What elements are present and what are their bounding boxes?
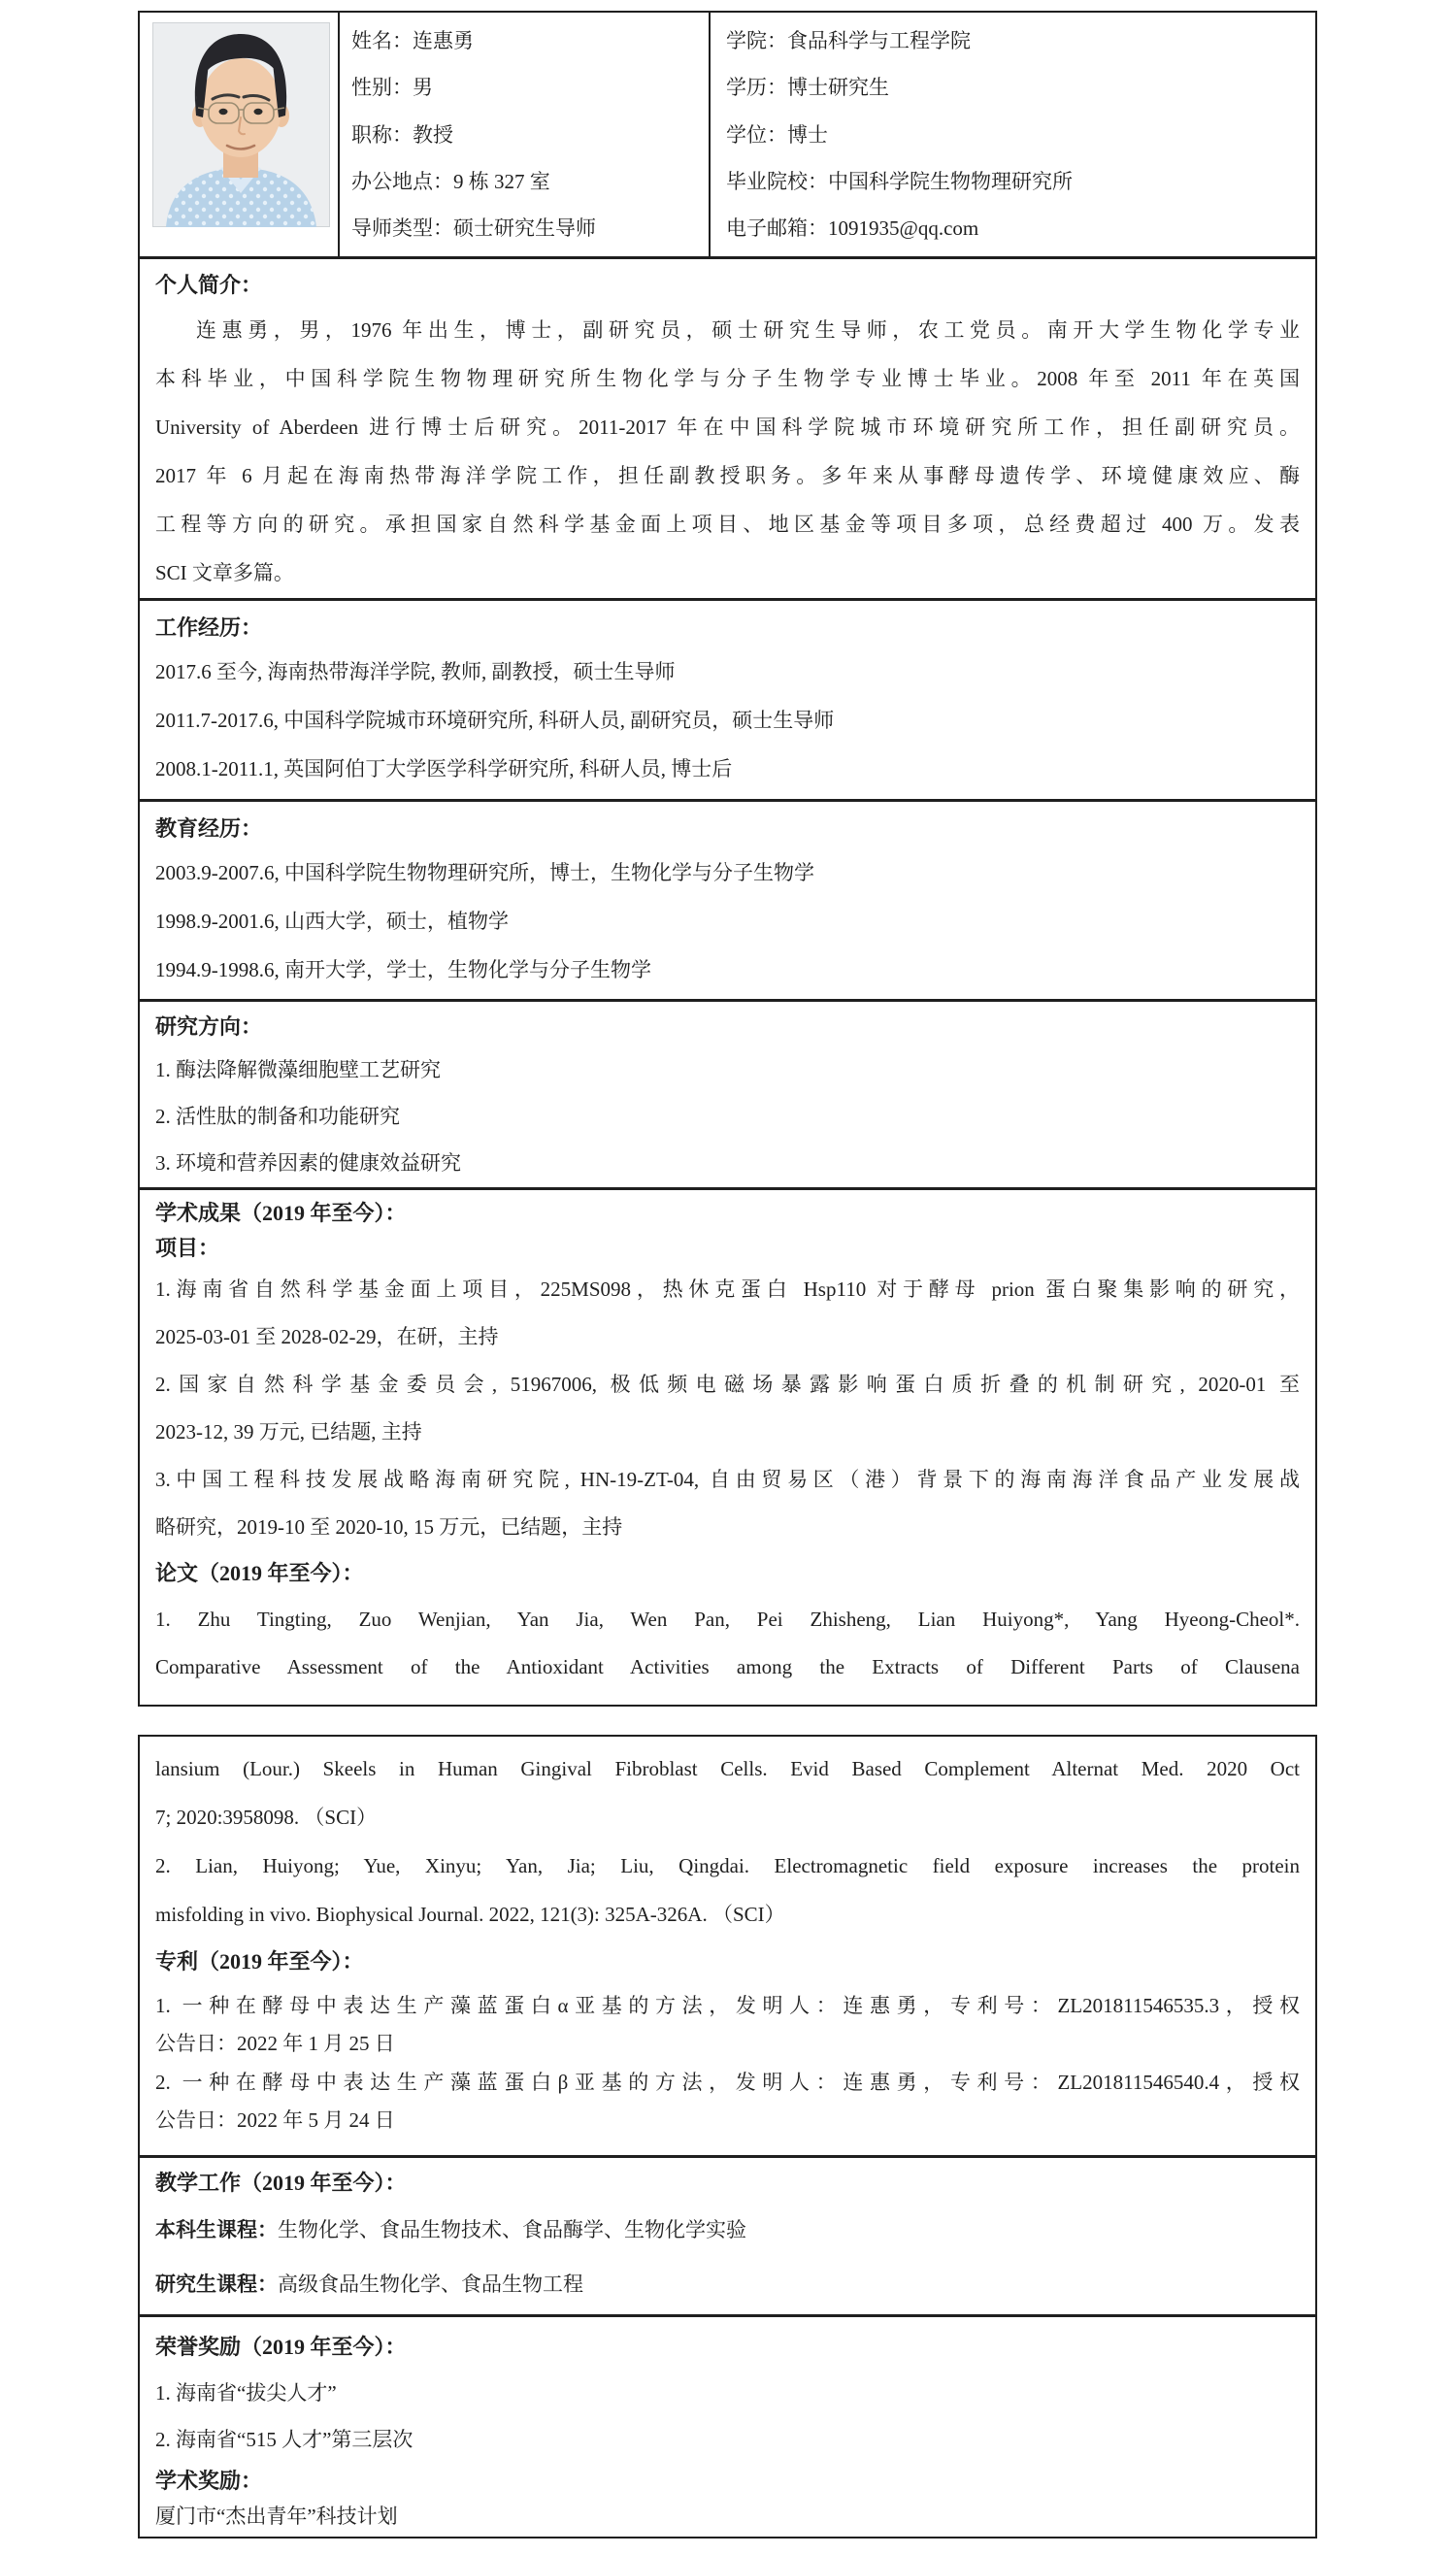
grad-courses (155, 2257, 1300, 2311)
paper-entry-line: lansium (Lour.) Skeels in Human Gingival Fibroblast Cells. Evid Based Complement Alternat Med. 2020 Oct (155, 1757, 1300, 1780)
section-teaching (140, 2155, 1315, 2314)
profile-fields-left (340, 13, 711, 256)
paper-entry-line: Comparative Assessment of the Antioxidant Activities among the Extracts of Different Parts of Clausena (155, 1655, 1300, 1678)
section-research-directions (140, 999, 1315, 1187)
paper-entry-line: 2. Lian, Huiyong; Yue, Xinyu; Yan, Jia; Liu, Qingdai. Electromagnetic field exposure increases the protein (155, 1854, 1300, 1877)
project-entry-line: 2023-12, 39 万元, 已结题, 主持 (155, 1420, 422, 1443)
field-gender-label: 性别： (351, 76, 413, 100)
patent-entry-line: 2. 一种在酵母中表达生产藻蓝蛋白β亚基的方法，发明人：连惠勇，专利号：ZL201811546540.4，授权 (155, 2071, 1300, 2094)
intro-line: 本科毕业，中国科学院生物物理研究所生物化学与分子生物学专业博士毕业。2008 年至 2011 年在英国 (155, 367, 1300, 390)
project-entry-line: 略研究，2019-10 至 2020-10, 15 万元，已结题，主持 (155, 1515, 623, 1539)
field-college (726, 28, 1309, 53)
field-title-label: 职称： (351, 122, 413, 147)
research-item: 2. 活性肽的制备和功能研究 (155, 1105, 400, 1128)
field-gender (351, 75, 703, 100)
field-email-label: 电子邮箱： (726, 216, 828, 240)
intro-line: University of Aberdeen 进行博士后研究。2011-2017 年在中国科学院城市环境研究所工作，担任副研究员。 (155, 415, 1300, 439)
intro-line: 2017 年 6 月起在海南热带海洋学院工作，担任副教授职务。多年来从事酵母遗传学、环境健康效应、酶 (155, 464, 1300, 487)
undergrad-courses-label: 本科生课程： (155, 2218, 278, 2241)
intro-line: 工程等方向的研究。承担国家自然科学基金面上项目、地区基金等项目多项，总经费超过 400 万。发表 (155, 513, 1300, 536)
field-name-label: 姓名： (351, 29, 413, 52)
page-1 (138, 11, 1317, 1707)
photo-cell (140, 13, 340, 256)
field-mentor-type-value: 硕士研究生导师 (453, 216, 596, 240)
field-office-value: 9 栋 327 室 (453, 169, 550, 193)
achievements-heading: 学术成果（2019 年至今）： (155, 1201, 407, 1225)
teaching-heading: 教学工作（2019 年至今）： (155, 2171, 407, 2195)
patent-entry-line: 公告日：2022 年 1 月 25 日 (155, 2032, 395, 2055)
intro-heading: 个人简介： (155, 273, 263, 297)
patent-entry-line: 1. 一种在酵母中表达生产藻蓝蛋白α亚基的方法，发明人：连惠勇，专利号：ZL201811546535.3，授权 (155, 1994, 1300, 2017)
work-entry: 2008.1-2011.1, 英国阿伯丁大学医学科学研究所, 科研人员, 博士后 (155, 757, 733, 780)
field-degree-label: 学位： (726, 122, 787, 147)
undergrad-courses-value: 生物化学、食品生物技术、食品酶学、生物化学实验 (278, 2218, 746, 2241)
field-office (351, 169, 703, 194)
honor-item: 1. 海南省“拔尖人才” (155, 2381, 337, 2405)
field-college-label: 学院： (726, 29, 787, 52)
section-education (140, 799, 1315, 999)
project-entry-line: 1.海南省自然科学基金面上项目，225MS098，热休克蛋白 Hsp110 对于酵母 prion 蛋白聚集影响的研究， (155, 1278, 1300, 1301)
education-entry: 1998.9-2001.6, 山西大学，硕士，植物学 (155, 910, 509, 933)
academic-award-heading: 学术奖励： (155, 2469, 263, 2493)
field-gender-value: 男 (413, 76, 433, 100)
undergrad-courses (155, 2203, 1300, 2257)
academic-award-value: 厦门市“杰出青年”科技计划 (155, 2505, 398, 2528)
education-entry: 2003.9-2007.6, 中国科学院生物物理研究所，博士，生物化学与分子生物学 (155, 861, 814, 884)
field-alma-mater (726, 169, 1309, 194)
project-entry-line: 2.国家自然科学基金委员会, 51967006, 极低频电磁场暴露影响蛋白质折叠的机制研究, 2020-01 至 (155, 1373, 1300, 1396)
field-degree-value: 博士 (787, 122, 828, 147)
intro-line: 连惠勇，男，1976 年出生，博士，副研究员，硕士研究生导师，农工党员。南开大学生物化学专业 (196, 318, 1300, 342)
field-alma-mater-value: 中国科学院生物物理研究所 (828, 169, 1073, 193)
field-degree-edu-label: 学历： (726, 76, 787, 100)
paper-entry-line: misfolding in vivo. Biophysical Journal. 2022, 121(3): 325A-326A. （SCI） (155, 1903, 785, 1926)
project-entry-line: 2025-03-01 至 2028-02-29，在研，主持 (155, 1325, 499, 1348)
research-heading: 研究方向： (155, 1014, 263, 1039)
grad-courses-value: 高级食品生物化学、食品生物工程 (278, 2273, 583, 2296)
field-alma-mater-label: 毕业院校： (726, 169, 828, 193)
field-title-value: 教授 (413, 122, 453, 147)
patents-heading: 专利（2019 年至今）： (155, 1949, 364, 1974)
research-item: 3. 环境和营养因素的健康效益研究 (155, 1151, 461, 1175)
paper-entry-line: 1. Zhu Tingting, Zuo Wenjian, Yan Jia, Wen Pan, Pei Zhisheng, Lian Huiyong*, Yang Hyeong-Cheol*. (155, 1608, 1300, 1631)
field-degree (726, 122, 1309, 148)
section-papers-patents-continued (140, 1737, 1315, 2155)
field-mentor-type-label: 导师类型： (351, 216, 453, 240)
education-entry: 1994.9-1998.6, 南开大学，学士，生物化学与分子生物学 (155, 958, 651, 981)
field-degree-edu (726, 75, 1309, 100)
profile-header (140, 13, 1315, 256)
section-academic-achievements (140, 1187, 1315, 1702)
projects-heading: 项目： (155, 1236, 220, 1260)
honor-item: 2. 海南省“515 人才”第三层次 (155, 2428, 414, 2451)
grad-courses-label: 研究生课程： (155, 2273, 278, 2296)
field-name (351, 28, 703, 53)
page-2 (138, 1735, 1317, 2538)
section-honors (140, 2314, 1315, 2536)
field-degree-edu-value: 博士研究生 (787, 76, 889, 100)
intro-line: SCI 文章多篇。 (155, 561, 294, 584)
section-intro (140, 256, 1315, 598)
project-entry-line: 3.中国工程科技发展战略海南研究院, HN-19-ZT-04, 自由贸易区（港）背景下的海南海洋食品产业发展战 (155, 1468, 1300, 1491)
papers-heading: 论文（2019 年至今）： (155, 1561, 364, 1585)
field-mentor-type (351, 216, 703, 241)
work-entry: 2017.6 至今, 海南热带海洋学院, 教师, 副教授，硕士生导师 (155, 660, 676, 683)
profile-fields-right (711, 13, 1315, 256)
section-work-experience (140, 598, 1315, 799)
work-entry: 2011.7-2017.6, 中国科学院城市环境研究所, 科研人员, 副研究员，硕士生导师 (155, 709, 835, 732)
field-name-value: 连惠勇 (413, 29, 474, 52)
field-title (351, 122, 703, 148)
honors-heading: 荣誉奖励（2019 年至今）： (155, 2335, 407, 2359)
field-college-value: 食品科学与工程学院 (787, 29, 971, 52)
field-email (726, 216, 1309, 241)
paper-entry-line: 7; 2020:3958098. （SCI） (155, 1806, 378, 1829)
education-heading: 教育经历： (155, 816, 263, 841)
research-item: 1. 酶法降解微藻细胞壁工艺研究 (155, 1058, 441, 1081)
portrait-photo (152, 22, 330, 227)
field-email-value: 1091935@qq.com (828, 216, 979, 240)
work-heading: 工作经历： (155, 615, 263, 640)
field-office-label: 办公地点： (351, 169, 453, 193)
patent-entry-line: 公告日：2022 年 5 月 24 日 (155, 2108, 395, 2132)
